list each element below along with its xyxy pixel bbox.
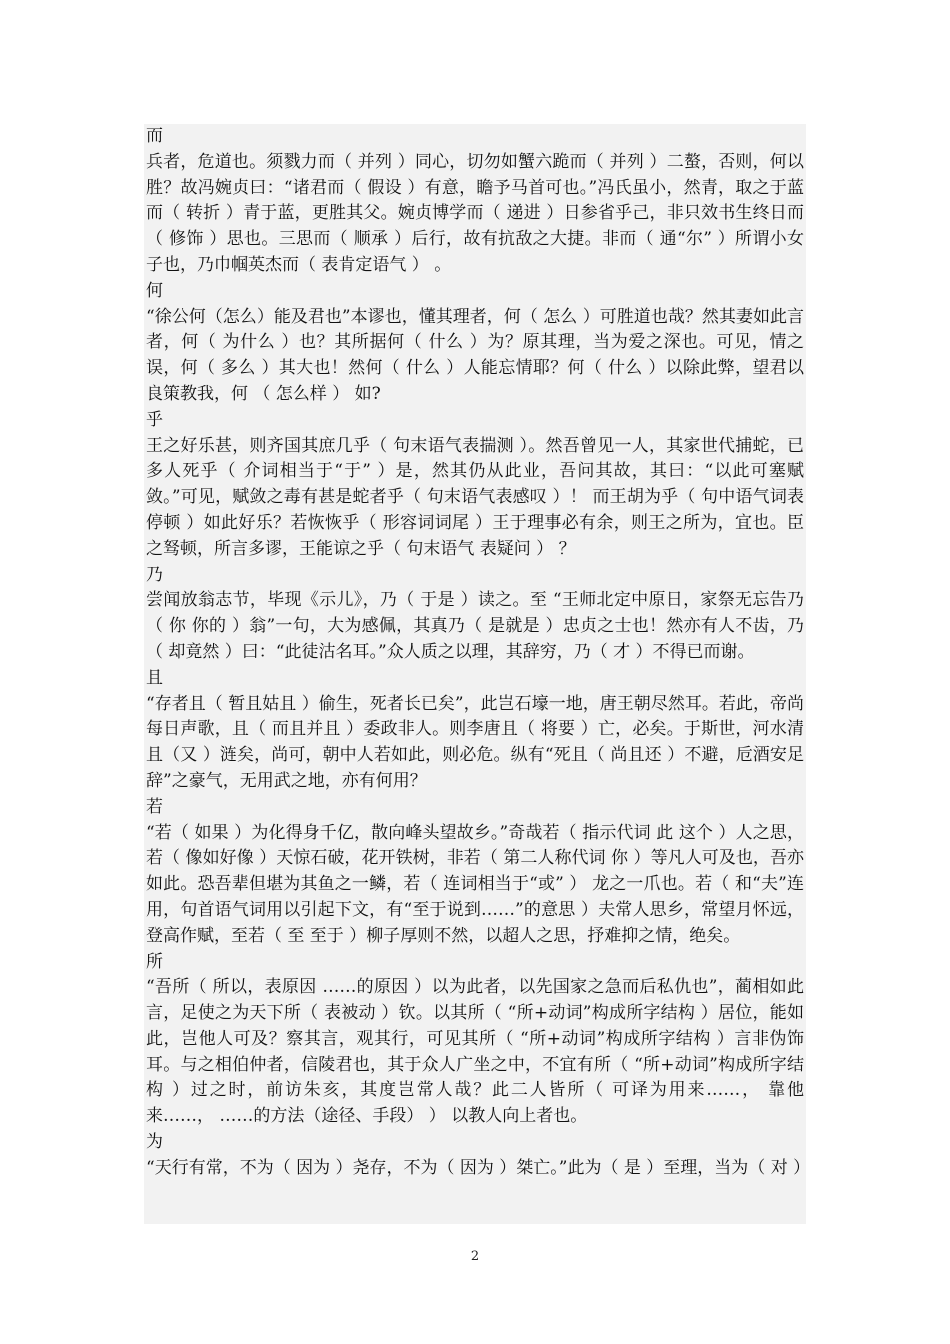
section-heading: 为	[146, 1132, 163, 1153]
section-nai	[144, 563, 806, 666]
document-content	[144, 124, 811, 1224]
section-suo	[144, 950, 806, 1131]
section-heading: 何	[146, 280, 163, 301]
section-hu	[144, 408, 806, 563]
section-paragraph: “存者且（ 暂且姑且 ）偷生，死者长已矣”，此岂石壕一地，唐王朝尽然耳。若此，帝尚每日声歌，且（ 而且并且 ）委政非人。则李唐且（ 将要 ）亡，必矣。于斯世，河水清且（又 ）涟矣，尚可，朝中人若如此，则必危。纵有“死且（ 尚且还 ）不避，卮酒安足辞”之豪气，无用武之地，亦有何用？	[146, 693, 804, 791]
page-number: 2	[470, 1249, 480, 1264]
section-heading: 且	[146, 667, 163, 688]
section-paragraph: 王之好乐甚，则齐国其庶几乎（ 句末语气表揣测 ）。然吾曾见一人，其家世代捕蛇，已多人死乎（ 介词相当于“于” ）是，然其仍从此业，吾问其故，其曰：“以此可塞赋敛。”可见，赋敛之毒有甚是蛇者乎（ 句末语气表感叹 ）！ 而王胡为乎（ 句中语气词表停顿 ）如此好乐？若恢恢乎（ 形容词词尾 ）王于理事必有余，则王之所为，宜也。臣之驽顿，所言多谬，王能谅之乎（ 句末语气 表疑问 ） ？	[146, 435, 804, 559]
section-ruo	[144, 795, 806, 950]
section-paragraph: “天行有常，不为（ 因为 ）尧存，不为（ 因为 ）桀亡。”此为（ 是 ）至理，当为（ 对 ）	[146, 1157, 811, 1178]
section-heading: 乎	[146, 409, 163, 430]
section-heading: 而	[146, 126, 163, 146]
section-paragraph: 尝闻放翁志节，毕现《示儿》，乃（ 于是 ）读之。至 “王师北定中原日，家祭无忘告乃（ 你 你的 ）翁”一句，大为感佩，其真乃（ 是就是 ）忠贞之士也！然亦有人不齿，乃（ 却竟然 ）曰：“此徒沽名耳。”众人质之以理，其辞穷，乃（ 才 ）不得已而谢。	[146, 590, 804, 662]
section-wei	[144, 1130, 811, 1182]
section-he	[144, 279, 806, 408]
section-heading: 若	[146, 796, 163, 817]
section-paragraph: “若（ 如果 ）为化得身千亿，散向峰头望故乡。”奇哉若（ 指示代词 此 这个 ）人之思，若（ 像如好像 ）天惊石破，花开铁树，非若（ 第二人称代词 你 ）等凡人可及也，吾亦如此。恐吾辈但堪为其鱼之一鳞，若（ 连词相当于“或” ） 龙之一爪也。若（ 和“夫”连用，句首语气词用以引起下文，有“至于说到……”的意思 ）夫常人思乡，常望月怀远，登高作赋，至若（ 至 至于 ）柳子厚则不然，以超人之思，抒难抑之情，绝矣。	[146, 822, 804, 946]
section-qie	[144, 666, 806, 795]
section-heading: 乃	[146, 564, 163, 585]
section-paragraph: 兵者，危道也。须戮力而（ 并列 ）同心，切勿如蟹六跪而（ 并列 ）二螯，否则，何以胜？故冯婉贞曰：“诸君而（ 假设 ）有意，瞻予马首可也。”冯氏虽小，然青，取之于蓝而（ 转折 ）青于蓝，更胜其父。婉贞博学而（ 递进 ）日参省乎己，非只效书生终日而（ 修饰 ）思也。三思而（ 顺承 ）后行，故有抗敌之大捷。非而（ 通“尔” ）所谓小女子也，乃巾帼英杰而（ 表肯定语气 ） 。	[146, 151, 804, 275]
section-heading: 所	[146, 951, 163, 972]
section-er	[144, 124, 806, 279]
section-paragraph: “吾所（ 所以，表原因 ……的原因 ）以为此者，以先国家之急而后私仇也”，蔺相如此言，足使之为天下所（ 表被动 ）钦。以其所（ “所+动词”构成所字结构 ）居位，能如此，岂他人可及？察其言，观其行，可见其所（ “所+动词”构成所字结构 ）言非伪饰耳。与之相伯仲者，信陵君也，其于众人广坐之中，不宜有所（ “所+动词”构成所字结构 ）过之时，前访朱亥，其度岂常人哉？此二人皆所（ 可译为用来……， 靠他来……， ……的方法（途径、手段） ） 以教人向上者也。	[146, 977, 804, 1127]
section-paragraph: “徐公何（怎么）能及君也”本谬也，懂其理者，何（ 怎么 ）可胜道也哉？然其妻如此言者，何（ 为什么 ）也？其所据何（ 什么 ）为？原其理，当为爱之深也。可见，情之误，何（ 多么 ）其大也！然何（ 什么 ）人能忘情耶？何（ 什么 ）以除此弊，望君以良策教我，何 （ 怎么样 ） 如?	[146, 306, 804, 404]
